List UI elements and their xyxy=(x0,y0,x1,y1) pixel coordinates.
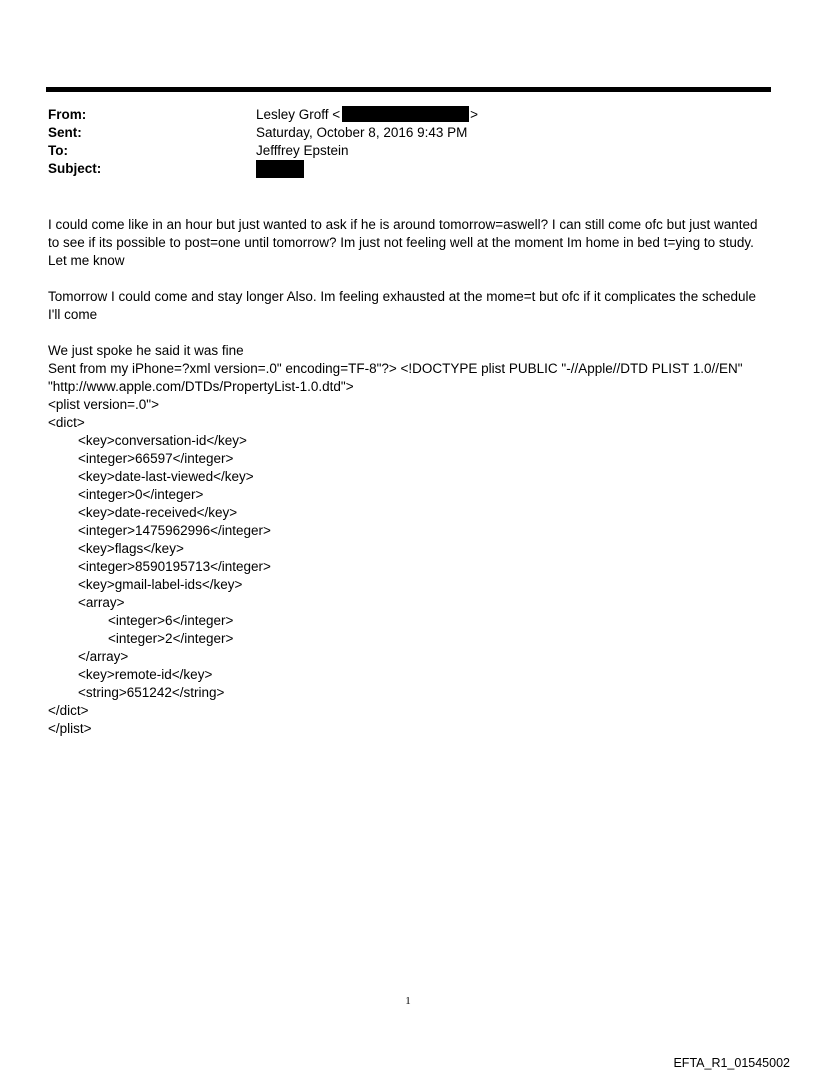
email-body xyxy=(48,216,773,756)
body-line: Sent from my iPhone=?xml version=.0" encoding=TF-8"?> <!DOCTYPE plist PUBLIC "-//Apple//DTD PLIST 1.0//EN" xyxy=(48,361,743,376)
body-line: I'll come xyxy=(48,307,98,322)
plist-line: </plist> xyxy=(48,721,92,736)
body-line: Tomorrow I could come and stay longer Also. Im feeling exhausted at the mome=t but ofc if it complicates the schedule xyxy=(48,289,756,304)
redacted-email-box xyxy=(342,106,469,122)
plist-line: <dict> xyxy=(48,415,85,430)
plist-line: <integer>8590195713</integer> xyxy=(48,559,271,574)
body-paragraph-1 xyxy=(48,216,773,270)
body-line: "http://www.apple.com/DTDs/PropertyList-1.0.dtd"> xyxy=(48,379,354,394)
email-header xyxy=(48,106,748,178)
from-label: From: xyxy=(48,107,87,122)
plist-line: <integer>0</integer> xyxy=(48,487,204,502)
from-name: Lesley Groff < xyxy=(256,107,341,122)
body-line: to see if its possible to post=one until tomorrow? Im just not feeling well at the moment Im home in bed t=ying to study. xyxy=(48,235,754,250)
plist-line: </dict> xyxy=(48,703,89,718)
document-id: EFTA_R1_01545002 xyxy=(673,1056,790,1070)
to-label: To: xyxy=(48,143,68,158)
body-line: We just spoke he said it was fine xyxy=(48,343,244,358)
subject-label: Subject: xyxy=(48,161,102,176)
from-value xyxy=(256,106,478,124)
plist-line: <key>date-last-viewed</key> xyxy=(48,469,254,484)
plist-line: <string>651242</string> xyxy=(48,685,225,700)
body-line: Let me know xyxy=(48,253,125,268)
plist-line: <key>flags</key> xyxy=(48,541,184,556)
body-paragraph-3 xyxy=(48,342,773,738)
sent-value: Saturday, October 8, 2016 9:43 PM xyxy=(256,125,468,140)
plist-line: <key>remote-id</key> xyxy=(48,667,213,682)
plist-line: <plist version=.0"> xyxy=(48,397,159,412)
page-number: 1 xyxy=(405,995,411,1007)
subject-value xyxy=(256,160,304,178)
body-paragraph-2 xyxy=(48,288,773,324)
plist-line: <integer>66597</integer> xyxy=(48,451,234,466)
plist-line: <key>date-received</key> xyxy=(48,505,238,520)
sent-label: Sent: xyxy=(48,125,82,140)
plist-line: </array> xyxy=(48,649,129,664)
plist-line: <integer>2</integer> xyxy=(48,631,234,646)
plist-line: <key>conversation-id</key> xyxy=(48,433,247,448)
from-close: > xyxy=(470,107,479,122)
from-row xyxy=(48,106,748,124)
redacted-subject-box xyxy=(256,160,304,178)
subject-row xyxy=(48,160,748,178)
plist-line: <integer>6</integer> xyxy=(48,613,234,628)
header-rule xyxy=(46,87,771,92)
sent-row xyxy=(48,124,748,142)
to-value: Jefffrey Epstein xyxy=(256,143,349,158)
body-line: I could come like in an hour but just wanted to ask if he is around tomorrow=aswell? I can still come ofc but just wanted xyxy=(48,217,758,232)
plist-line: <key>gmail-label-ids</key> xyxy=(48,577,243,592)
plist-line: <integer>1475962996</integer> xyxy=(48,523,271,538)
plist-line: <array> xyxy=(48,595,125,610)
to-row xyxy=(48,142,748,160)
